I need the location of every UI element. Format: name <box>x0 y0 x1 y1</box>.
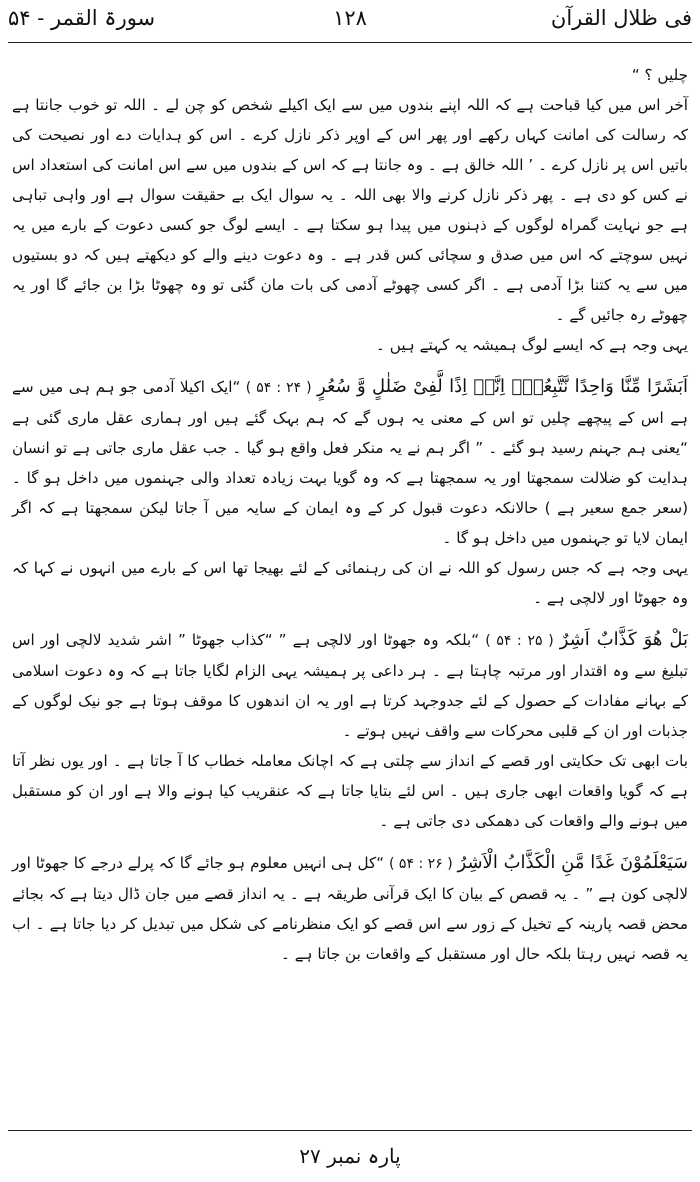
ayah-3-reference: ( ۵۴ : ۲۶ ) <box>388 856 453 872</box>
ayah-2-reference: ( ۵۴ : ۲۵ ) <box>485 633 554 649</box>
footer-divider <box>8 1130 692 1131</box>
ayah-1-reference: ( ۵۴ : ۲۴ ) <box>245 380 312 396</box>
surah-title: سورۃ القمر - ۵۴ <box>8 6 156 30</box>
ayah-2-arabic: بَلْ هُوَ كَذَّابٌ اَشِرٌ <box>559 629 689 650</box>
running-header <box>8 2 692 40</box>
ayah-2-commentary: “بلکہ وہ جھوٹا اور لالچی ہے ” “کذاب جھوٹا ” اشر شدید لالچی اور اس تبلیغ سے وہ اقتدار اور مرتبہ چاہتا ہے ۔ ہر داعی پر ہمیشہ یہی الزام لگایا جاتا ہے کہ وہ دعوت اسلامی کے بہانے مفادات کے حصول کے لئے جدوجہد کرتا ہے اور یہ ان اندھوں کا موقف ہوتا ہے جو نیک لوگوں کے جذبات اور ان کے قلبی محرکات سے واقف نہیں ہوتے ۔ <box>12 631 688 740</box>
ayah-3-arabic: سَیَعْلَمُوْنَ غَدًا مَّنِ الْكَذَّابُ الْاَشِرُ <box>457 852 688 873</box>
ayah-block-1 <box>12 372 688 553</box>
paragraph-after-ayah-1: یہی وجہ ہے کہ جس رسول کو اللہ نے ان کی رہنمائی کے لئے بھیجا تھا اس کے بارے میں انہوں نے کہا کہ وہ جھوٹا اور لالچی ہے ۔ <box>12 559 688 607</box>
para-number-footer: پارہ نمبر ۲۷ <box>299 1144 401 1168</box>
page-body <box>12 60 688 1124</box>
paragraph-after-ayah-2: بات ابھی تک حکایتی اور قصے کے انداز سے چلتی ہے کہ اچانک معاملہ خطاب کا آ جاتا ہے ۔ اور یوں نظر آتا ہے کہ گویا واقعات ابھی جاری ہیں ۔ اس لئے بتایا جاتا ہے کہ عنقریب کیا ہونے والا ہے اور ان کو مستقبل میں ہونے والے واقعات کی دھمکی دی جاتی ہے ۔ <box>12 752 688 830</box>
book-title: فی ظلال القرآن <box>550 6 692 30</box>
ayah-3-commentary: “کل ہی انہیں معلوم ہو جائے گا کہ پرلے درجے کا جھوٹا اور لالچی کون ہے ” ۔ یہ قصص کے بیان کا ایک قرآنی طریقہ ہے ۔ یہ انداز قصے میں جان ڈال دیتا ہے کہ بجائے محض قصہ پارینہ کے تخیل کے زور سے اس قصے کو ایک منظرنامے کی شکل میں تبدیل کر دیا جاتا ہے ۔ اب یہ قصہ نہیں رہتا بلکہ حال اور مستقبل کے واقعات بن جاتا ہے ۔ <box>12 854 688 963</box>
ayah-1-arabic: اَبَشَرًا مِّنَّا وَاحِدًا نَّتَّبِعُهٗۤ اِنَّاۤ اِذًا لَّفِیْ ضَلٰلٍ وَّ سُعُرٍ <box>317 376 689 397</box>
paragraph-3: یہی وجہ ہے کہ ایسے لوگ ہمیشہ یہ کہتے ہیں ۔ <box>376 336 688 354</box>
paragraph-2: آخر اس میں کیا قباحت ہے کہ اللہ اپنے بندوں میں سے ایک اکیلے شخص کو چن لے ۔ اللہ تو خوب جانتا ہے کہ رسالت کی امانت کہاں رکھے اور پھر اس کے اوپر ذکر نازل کرے ۔ اس کو ہدایات دے اور نصیحت کی باتیں اس پر نازل کرے ۔ ’ اللہ خالق ہے ۔ وہ جانتا ہے کہ اس کے بندوں میں سے اس امانت کی استعداد اس نے کس کو دی ہے ۔ پھر ذکر نازل کرنے والا بھی اللہ ۔ یہ سوال ایک بے حقیقت سوال ہے اور واہی تباہی ہے جو نہایت گمراہ لوگوں کے ذہنوں میں پیدا ہو سکتا ہے ۔ ایسے لوگ جو کسی دعوت کے بارے میں یہ نہیں سوچتے کہ اس میں صدق و سچائی کس قدر ہے ۔ وہ دعوت دینے والے کو دیکھتے ہیں کہ دو بستیوں میں سے یہ کتنا بڑا آدمی ہے ۔ اگر کسی چھوٹے آدمی کی بات مان گئی تو وہ چھوٹا بڑا بن جائے گا اور یہ چھوٹے رہ جائیں گے ۔ <box>12 96 688 324</box>
header-divider <box>8 42 692 43</box>
page-number: ۱۲۸ <box>333 6 367 30</box>
paragraph-1: چلیں ؟ “ <box>631 66 688 84</box>
ayah-block-3 <box>12 848 688 969</box>
ayah-block-2 <box>12 625 688 746</box>
ayah-1-commentary: “ایک اکیلا آدمی جو ہم ہی میں سے ہے اس کے پیچھے چلیں تو اس کے معنی یہ ہوں گے کہ ہم بہک گئے ہیں اور ہماری عقل ماری گئی ہے “یعنی ہم جہنم رسید ہو گئے ۔ ” اگر ہم نے یہ منکر فعل واقع ہو گیا ۔ جب عقل ماری جاتی ہے تو انسان ہدایت کو ضلالت سمجھتا اور یہ سمجھتا ہے کہ وہ گویا بہت زیادہ تعداد والی جہنموں میں داخل ہو گا ۔ (سعر جمع سعیر ہے ) حالانکہ دعوت قبول کر کے وہ ایمان کے سایہ میں آ جاتا لیکن سمجھتا ہے کہ اگر ایمان لایا تو جہنموں میں داخل ہو گا ۔ <box>12 378 688 547</box>
